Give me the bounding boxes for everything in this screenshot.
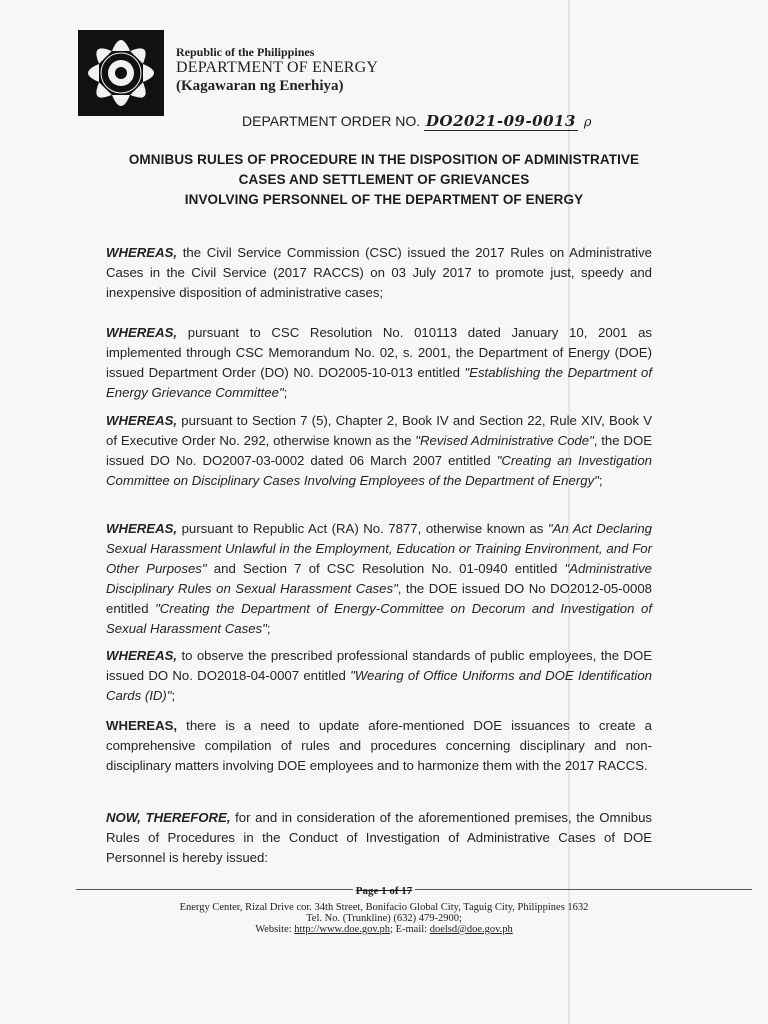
cited-title: "Creating an Investigation Committee on Disciplinary Cases Involving Employees of the Department of Energy" — [106, 453, 652, 488]
whereas-lead: WHEREAS, — [106, 718, 178, 733]
paragraph-end: ; — [283, 385, 288, 400]
now-therefore-lead: NOW, THEREFORE, — [106, 810, 231, 825]
title-line-1: OMNIBUS RULES OF PROCEDURE IN THE DISPOSITION OF ADMINISTRATIVE — [128, 152, 640, 167]
website-link[interactable]: http://www.doe.gov.ph — [294, 924, 391, 935]
cited-title: "Establishing the Department of Energy Grievance Committee" — [106, 365, 653, 400]
handwritten-initial: ρ — [583, 115, 592, 130]
now-therefore-paragraph — [106, 808, 652, 868]
document-title — [100, 150, 668, 210]
whereas-paragraph-4 — [106, 519, 652, 639]
paragraph-end: ; — [598, 473, 603, 488]
paragraph-text: for and in consideration of the aforementioned premises, the Omnibus Rules of Procedures in the Conduct of Investigation of Administrative Cases of DOE Personnel is hereby issued: — [106, 810, 652, 865]
footer-address: Energy Center, Rizal Drive cor. 34th Street, Bonifacio Global City, Taguig City, Philippines 1632 — [179, 902, 589, 913]
title-line-3: INVOLVING PERSONNEL OF THE DEPARTMENT OF ENERGY — [184, 192, 584, 207]
order-label: DEPARTMENT ORDER NO. — [242, 113, 421, 129]
email-label: ; E-mail: — [390, 924, 430, 935]
paragraph-end: ; — [171, 688, 176, 703]
page-number-text: Page 1 of 17 — [353, 885, 416, 897]
whereas-paragraph-6 — [106, 716, 652, 776]
cited-title: "Wearing of Office Uniforms and DOE Identification Cards (ID)" — [106, 668, 652, 703]
whereas-lead: WHEREAS, — [106, 245, 178, 260]
paragraph-text: pursuant to Republic Act (RA) No. 7877, otherwise known as — [177, 521, 548, 536]
paragraph-text: , the DOE issued DO No DO2012-05-0008 entitled — [106, 581, 652, 616]
department-of-energy-seal-icon — [78, 30, 164, 116]
whereas-paragraph-3 — [106, 411, 652, 491]
paragraph-text: , the DOE issued DO No. DO2007-03-0002 dated 06 March 2007 entitled — [106, 433, 652, 468]
footer-telephone: Tel. No. (Trunkline) (632) 479-2900; — [306, 913, 462, 924]
whereas-lead: WHEREAS, — [106, 521, 178, 536]
paragraph-end: ; — [266, 621, 271, 636]
email-link[interactable]: doelsd@doe.gov.ph — [429, 924, 513, 935]
whereas-lead: WHEREAS, — [106, 325, 178, 340]
paragraph-text: pursuant to CSC Resolution No. 010113 dated January 10, 2001 as implemented through CSC Memorandum No. 02, s. 2001, the Department of Energy (DOE) issued Department Order (DO) N0. DO2005-10-013 entitled — [106, 325, 652, 380]
department-name: DEPARTMENT OF ENERGY — [176, 59, 379, 76]
title-line-2: CASES AND SETTLEMENT OF GRIEVANCES — [238, 172, 530, 187]
paragraph-text: there is a need to update afore-mentioned DOE issuances to create a comprehensive compilation of rules and procedures concerning disciplinary and non-disciplinary matters involving DOE employees and to harmonize them with the 2017 RACCS. — [106, 718, 652, 773]
page-number — [0, 885, 768, 897]
paragraph-text: the Civil Service Commission (CSC) issued the 2017 Rules on Administrative Cases in the Civil Service (2017 RACCS) on 03 July 2017 to promote just, speedy and inexpensive disposition of administrative cases; — [106, 245, 652, 300]
whereas-paragraph-1 — [106, 243, 652, 303]
order-number-handwritten: DO2021-09-0013 — [426, 112, 576, 130]
cited-title: "An Act Declaring Sexual Harassment Unlawful in the Employment, Education or Training Environment, and For Other Purposes" — [106, 521, 652, 576]
republic-label: Republic of the Philippines — [176, 45, 315, 59]
whereas-paragraph-2 — [106, 323, 652, 403]
cited-title: "Administrative Disciplinary Rules on Sexual Harassment Cases" — [106, 561, 652, 596]
cited-title: "Creating the Department of Energy-Committee on Decorum and Investigation of Sexual Harassment Cases" — [106, 601, 652, 636]
agency-header — [176, 45, 378, 96]
whereas-lead: WHEREAS, — [106, 648, 178, 663]
paragraph-text: and Section 7 of CSC Resolution No. 01-0940 entitled — [206, 561, 565, 576]
website-label: Website: — [255, 924, 295, 935]
whereas-lead: WHEREAS, — [106, 413, 178, 428]
cited-title: "Revised Administrative Code" — [415, 433, 594, 448]
department-order-line — [242, 112, 591, 130]
department-name-filipino: (Kagawaran ng Enerhiya) — [176, 78, 344, 94]
paragraph-text: to observe the prescribed professional standards of public employees, the DOE issued DO No. DO2018-04-0007 entitled — [106, 648, 652, 683]
footer-contact — [0, 924, 768, 935]
paragraph-text: pursuant to Section 7 (5), Chapter 2, Book IV and Section 22, Rule XIV, Book V of Executive Order No. 292, otherwise known as the — [106, 413, 652, 448]
whereas-paragraph-5 — [106, 646, 652, 706]
